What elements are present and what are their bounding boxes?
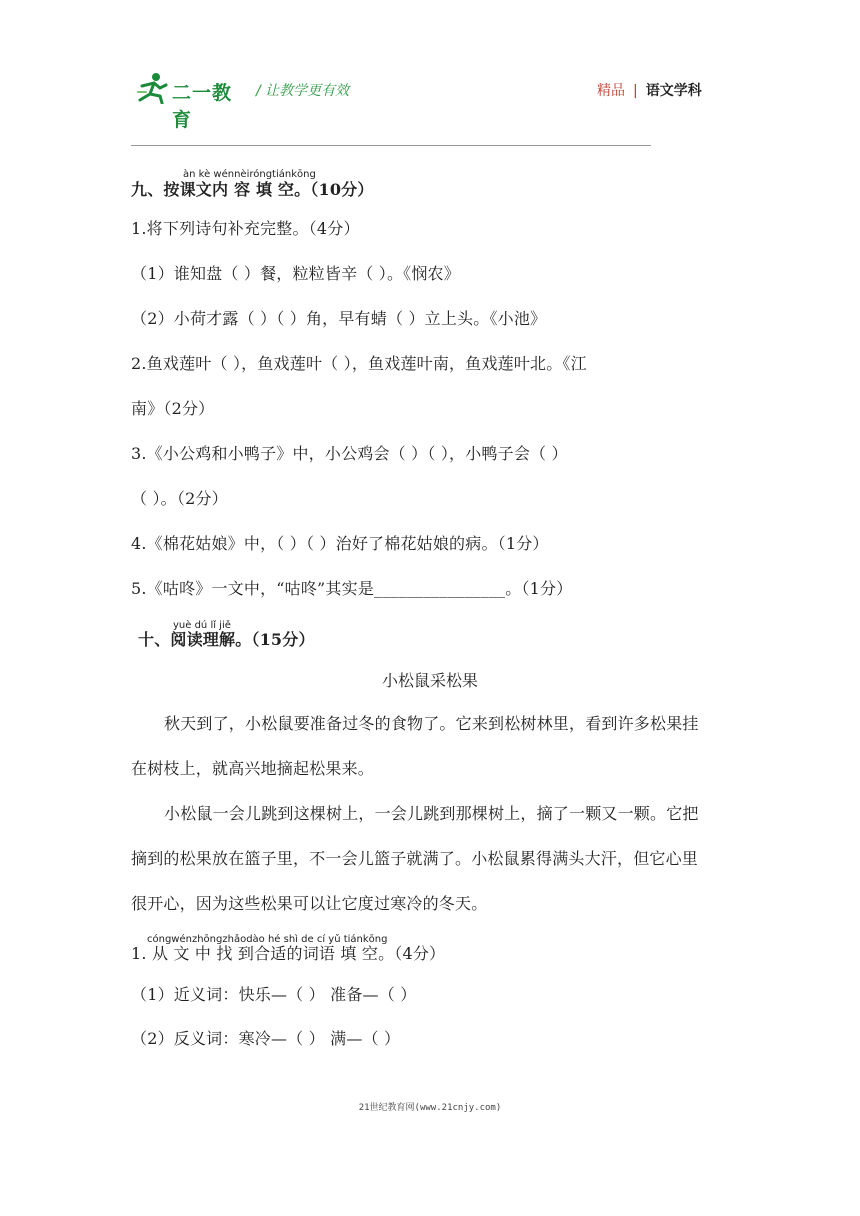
q1-line: （2）反义词：寒冷—（ ） 满—（ ）	[131, 1029, 401, 1048]
q1-pinyin: cóngwénzhōngzhǎodào hé shì de cí yǔ tiánkōng	[147, 934, 388, 945]
passage-paragraph: 摘到的松果放在篮子里，不一会儿篮子就满了。小松鼠累得满头大汗，但它心里	[131, 849, 699, 868]
quality-label: 精品	[597, 83, 625, 99]
section10-title: 十、阅读理解。（15分）	[138, 630, 315, 649]
section9-line: 4.《棉花姑娘》中，（ ）（ ）治好了棉花姑娘的病。（1分）	[131, 534, 549, 553]
passage-paragraph: 在树枝上，就高兴地摘起松果来。	[131, 759, 375, 778]
passage-title: 小松鼠采松果	[381, 671, 478, 690]
q1-title: 1. 从 文 中 找 到合适的词语 填 空。（4分）	[131, 944, 446, 963]
section9-line: 南》（2分）	[131, 399, 215, 418]
section9-line: 2.鱼戏莲叶（ ），鱼戏莲叶（ ），鱼戏莲叶南，鱼戏莲叶北。《江	[131, 354, 587, 373]
section9-pinyin: àn kè wénnèiróngtiánkōng	[183, 169, 316, 180]
subject-label: 语文学科	[645, 83, 702, 99]
header-right	[597, 80, 702, 100]
slogan: / 让教学更有效	[256, 83, 350, 99]
passage-paragraph: 秋天到了，小松鼠要准备过冬的食物了。它来到松树林里，看到许多松果挂	[164, 714, 699, 733]
passage-paragraph: 很开心，因为这些松果可以让它度过寒冷的冬天。	[131, 894, 488, 913]
section10-pinyin: yuè dú lǐ jiě	[173, 620, 231, 631]
header-separator: |	[633, 83, 638, 99]
logo-text: 二一教育	[172, 82, 233, 131]
passage-paragraph: 小松鼠一会儿跳到这棵树上，一会儿跳到那棵树上，摘了一颗又一颗。它把	[164, 804, 699, 823]
logo	[136, 72, 246, 131]
section9-line: 3.《小公鸡和小鸭子》中，小公鸡会（ ）（ ），小鸭子会（ ）	[131, 444, 568, 463]
section9-line: 1.将下列诗句补充完整。（4分）	[131, 219, 360, 238]
footer: 21世纪教育网(www.21cnjy.com)	[358, 1103, 502, 1113]
header-divider	[131, 145, 651, 146]
section9-title: 九、按课文内 容 填 空。（10分）	[131, 180, 374, 199]
section9-line: （ ）。（2分）	[131, 489, 228, 508]
section9-line: （1）谁知盘（ ）餐，粒粒皆辛（ ）。《悯农》	[131, 264, 460, 283]
q1-line: （1）近义词：快乐—（ ） 准备—（ ）	[131, 985, 417, 1004]
section9-line: （2）小荷才露（ ）（ ）角，早有蜻（ ）立上头。《小池》	[131, 309, 547, 328]
running-man-icon	[136, 72, 172, 104]
section9-line: 5.《咕咚》一文中，“咕咚”其实是________________。（1分）	[131, 579, 573, 598]
